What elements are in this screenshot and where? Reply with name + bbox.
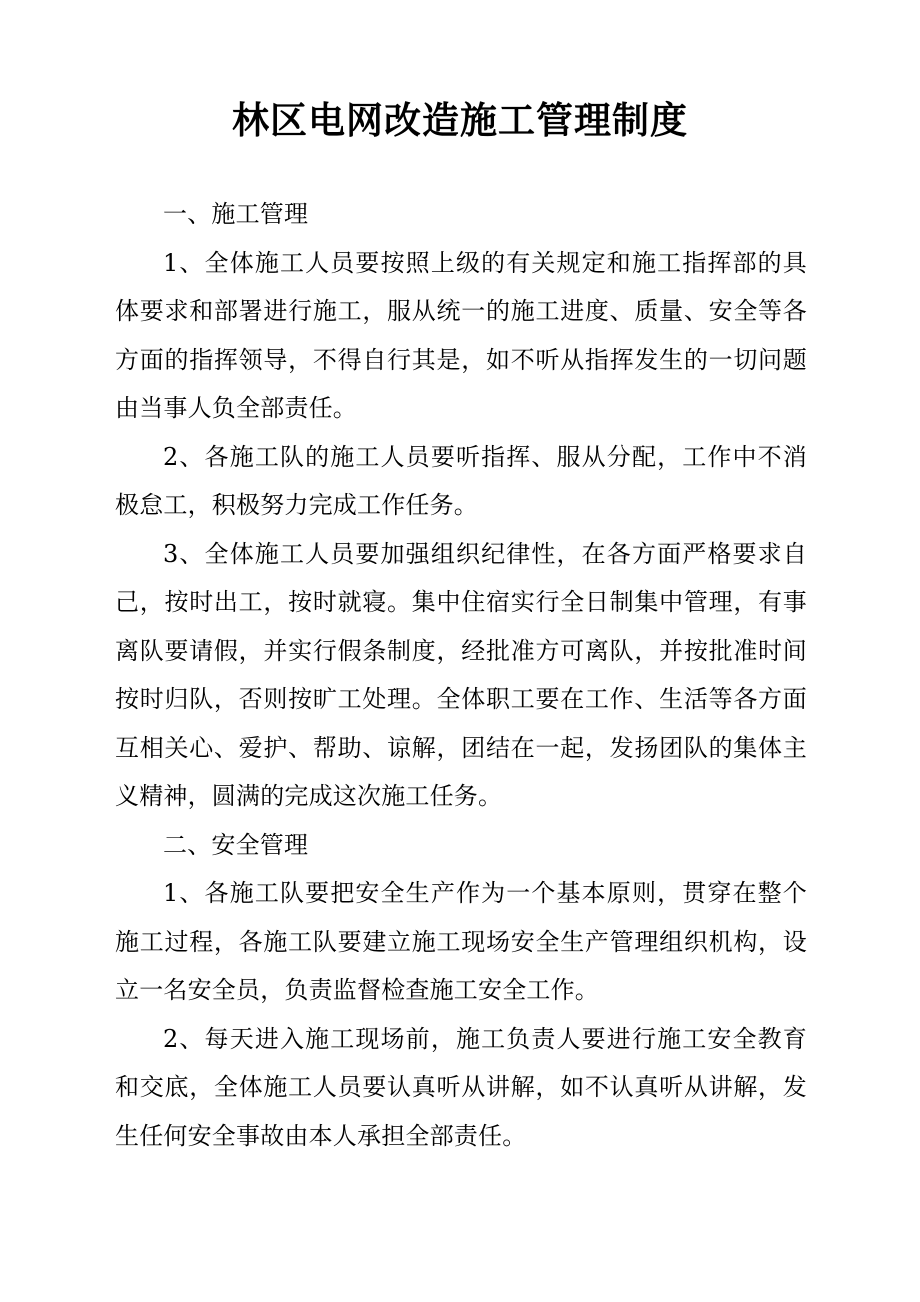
paragraph: 1、各施工队要把安全生产作为一个基本原则，贯穿在整个施工过程，各施工队要建立施工现场安全生产管理组织机构，设立一名安全员，负责监督检查施工安全工作。 <box>115 879 807 1004</box>
paragraph: 2、各施工队的施工人员要听指挥、服从分配，工作中不消极怠工，积极努力完成工作任务。 <box>115 442 807 519</box>
document-title: 林区电网改造施工管理制度 <box>232 98 688 142</box>
paragraph: 3、全体施工人员要加强组织纪律性，在各方面严格要求自己，按时出工，按时就寝。集中住宿实行全日制集中管理，有事离队要请假，并实行假条制度，经批准方可离队，并按批准时间按时归队，否则按旷工处理。全体职工要在工作、生活等各方面互相关心、爱护、帮助、谅解，团结在一起，发扬团队的集体主义精神，圆满的完成这次施工任务。 <box>115 539 807 810</box>
paragraph: 1、全体施工人员要按照上级的有关规定和施工指挥部的具体要求和部署进行施工，服从统一的施工进度、质量、安全等各方面的指挥领导，不得自行其是，如不听从指挥发生的一切问题由当事人负全部责任。 <box>115 248 807 422</box>
section-heading-safety: 二、安全管理 <box>163 830 309 859</box>
section-heading-construction: 一、施工管理 <box>163 200 309 228</box>
document-body <box>115 190 807 1160</box>
paragraph: 2、每天进入施工现场前，施工负责人要进行施工安全教育和交底，全体施工人员要认真听从讲解，如不认真听从讲解，发生任何安全事故由本人承担全部责任。 <box>115 1024 807 1150</box>
